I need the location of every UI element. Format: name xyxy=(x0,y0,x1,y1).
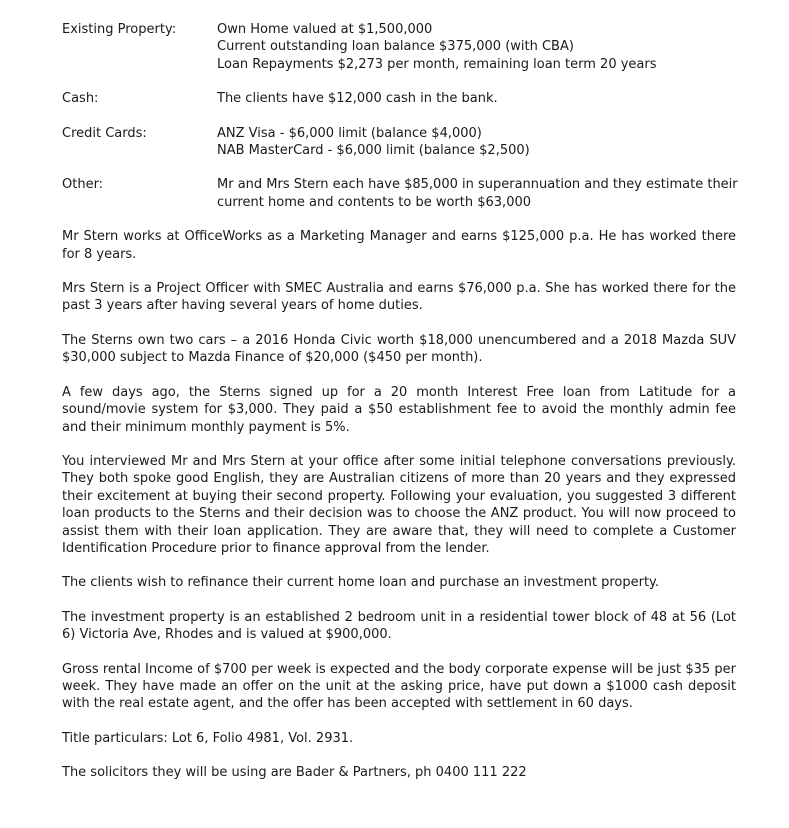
paragraph-title-particulars: Title particulars: Lot 6, Folio 4981, Vol. 2931. xyxy=(62,730,354,746)
fact-cash xyxy=(62,90,736,107)
fact-line: Current outstanding loan balance $375,000 (with CBA) xyxy=(217,39,574,55)
paragraph-mr-stern-employment: Mr Stern works at OfficeWorks as a Marketing Manager and earns $125,000 p.a. He has worked there for 8 years. xyxy=(62,229,736,262)
fact-line: The clients have $12,000 cash in the bank. xyxy=(217,91,498,107)
fact-line: current home and contents to be worth $63,000 xyxy=(217,194,532,210)
paragraph-cars: The Sterns own two cars – a 2016 Honda Civic worth $18,000 unencumbered and a 2018 Mazda SUV $30,000 subject to Mazda Finance of $20,000 ($450 per month). xyxy=(62,332,736,366)
paragraph-interview: You interviewed Mr and Mrs Stern at your office after some initial telephone conversations previously. They both spoke good English, they are Australian citizens of more than 20 years and they expressed their excitement at buying their second property. Following your evaluation, you suggested 3 different loan products to the Sterns and their decision was to choose the ANZ product. You will now proceed to assist them with their loan application. They are aware that, they will need to complete a Customer Identification Procedure prior to finance approval from the lender. xyxy=(62,453,736,556)
fact-label: Other: xyxy=(62,177,104,193)
paragraph-interest-free-loan: A few days ago, the Sterns signed up for a 20 month Interest Free loan from Latitude for a sound/movie system for $3,000. They paid a $50 establishment fee to avoid the monthly admin fee and their minimum monthly payment is 5%. xyxy=(62,384,736,435)
paragraph-investment-property: The investment property is an established 2 bedroom unit in a residential tower block of 48 at 56 (Lot 6) Victoria Ave, Rhodes and is valued at $900,000. xyxy=(62,609,736,643)
fact-line: ANZ Visa - $6,000 limit (balance $4,000) xyxy=(217,125,482,141)
fact-line: Mr and Mrs Stern each have $85,000 in superannuation and they estimate their xyxy=(217,177,738,193)
fact-line: NAB MasterCard - $6,000 limit (balance $2,500) xyxy=(217,143,530,159)
document-page xyxy=(62,21,736,782)
paragraph-mrs-stern-employment: Mrs Stern is a Project Officer with SMEC Australia and earns $76,000 p.a. She has worked there for the past 3 years after having several years of home duties. xyxy=(62,281,736,314)
fact-line: Own Home valued at $1,500,000 xyxy=(217,22,433,37)
fact-label: Existing Property: xyxy=(62,22,177,37)
paragraph-solicitors: The solicitors they will be using are Bader & Partners, ph 0400 111 222 xyxy=(62,765,527,781)
fact-values xyxy=(217,176,738,211)
fact-values xyxy=(217,90,736,107)
fact-label: Cash: xyxy=(62,91,99,107)
paragraph-refinance: The clients wish to refinance their current home loan and purchase an investment property. xyxy=(62,575,660,591)
fact-line: Loan Repayments $2,273 per month, remaining loan term 20 years xyxy=(217,56,657,72)
fact-values xyxy=(217,125,736,160)
fact-label: Credit Cards: xyxy=(62,125,147,141)
fact-credit-cards xyxy=(62,125,736,160)
paragraph-rental-income: Gross rental Income of $700 per week is expected and the body corporate expense will be just $35 per week. They have made an offer on the unit at the asking price, have put down a $1000 cash deposit with the real estate agent, and the offer has been accepted with settlement in 60 days. xyxy=(62,661,736,712)
fact-other xyxy=(62,176,736,211)
fact-values xyxy=(217,21,736,73)
fact-existing-property xyxy=(62,21,736,73)
